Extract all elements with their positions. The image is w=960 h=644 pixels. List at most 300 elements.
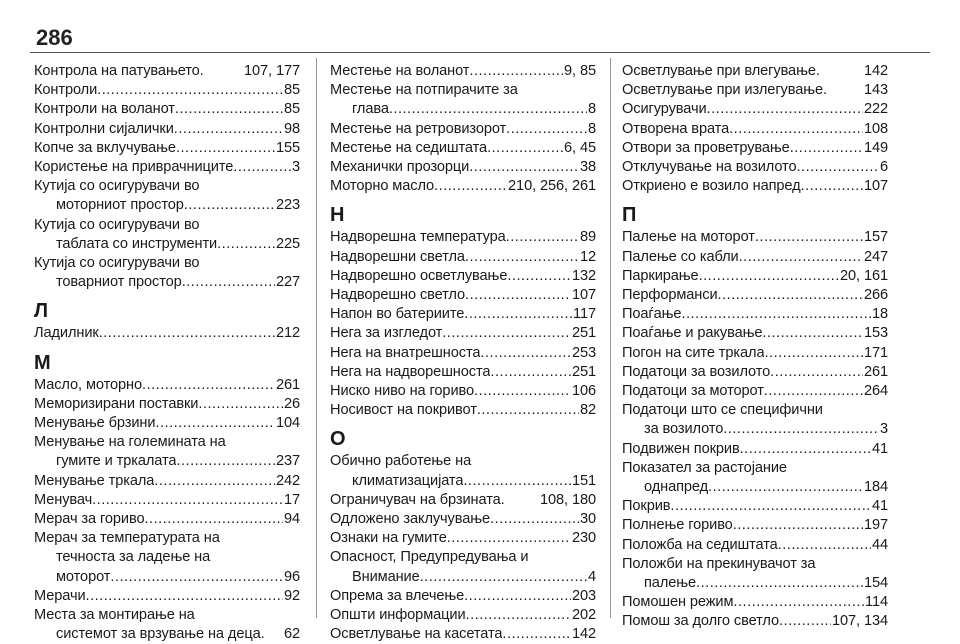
- leader-dots: [184, 196, 275, 215]
- index-entry: [622, 440, 888, 459]
- index-letter-heading: П: [622, 204, 637, 227]
- index-letter-heading: О: [330, 428, 346, 451]
- index-page-ref: 85: [283, 82, 300, 99]
- leader-dots: [502, 625, 571, 644]
- index-term: Носивост на покривот: [330, 402, 477, 419]
- index-term: Податоци за возилото: [622, 363, 771, 380]
- leader-dots: [681, 305, 871, 324]
- leader-dots: [707, 100, 863, 119]
- index-entry: [34, 81, 300, 100]
- index-entry: [622, 248, 888, 267]
- index-term: Местење на седиштата: [330, 139, 488, 156]
- index-column-1: [34, 62, 300, 644]
- index-entry: [330, 62, 596, 81]
- index-entry: [330, 177, 596, 196]
- index-page-ref: 106: [571, 383, 596, 400]
- index-page-ref: 266: [863, 287, 888, 304]
- index-entry: [622, 100, 888, 119]
- index-entry: [330, 452, 596, 471]
- index-letter-heading: Л: [34, 300, 49, 323]
- index-term: Нега за изгледот: [330, 325, 443, 342]
- header-rule: [30, 52, 930, 53]
- index-term: Положби на прекинувачот за: [622, 555, 816, 572]
- index-term: Копче за вклучување: [34, 139, 176, 156]
- index-entry: [622, 555, 888, 574]
- index-entry: [330, 267, 596, 286]
- index-entry: [330, 401, 596, 420]
- index-page-ref: 261: [863, 363, 888, 380]
- index-entry: [34, 433, 300, 452]
- index-term: Полнење гориво: [622, 517, 733, 534]
- index-entry: [330, 324, 596, 343]
- index-entry: [622, 420, 888, 439]
- index-entry: [330, 158, 596, 177]
- index-term: палење: [644, 575, 697, 592]
- index-term: Контроли на воланот: [34, 101, 175, 118]
- index-term: Надворешно осветлување: [330, 267, 508, 284]
- index-page-ref: 197: [863, 517, 888, 534]
- index-entry: [330, 606, 596, 625]
- leader-dots: [490, 363, 571, 382]
- index-page-ref: 94: [283, 511, 300, 528]
- index-entry: [622, 177, 888, 196]
- index-page-ref: 149: [863, 139, 888, 156]
- index-entry: [330, 529, 596, 548]
- leader-dots: [740, 440, 871, 459]
- index-term: климатизацијата: [352, 472, 464, 489]
- index-entry: [622, 612, 888, 631]
- index-page-ref: 44: [871, 536, 888, 553]
- index-entry: [622, 267, 888, 286]
- index-term: гумите и тркалата: [56, 453, 177, 470]
- index-term: Мерачи: [34, 587, 86, 604]
- index-page-ref: 251: [571, 325, 596, 342]
- index-term: Помошен режим: [622, 594, 734, 611]
- index-entry: [34, 568, 300, 587]
- index-entry: [34, 452, 300, 471]
- index-page-ref: 30: [579, 511, 596, 528]
- index-term: Поаѓање и ракување: [622, 325, 763, 342]
- index-term: Надворешно светло: [330, 287, 466, 304]
- index-term: Податоци што се специфични: [622, 402, 823, 419]
- leader-dots: [174, 120, 283, 139]
- index-entry: [34, 510, 300, 529]
- index-entry: [622, 158, 888, 177]
- index-entry: [34, 100, 300, 119]
- index-page-ref: 107, 134: [831, 613, 888, 630]
- index-letter-heading: М: [34, 351, 51, 374]
- index-entry: [330, 305, 596, 324]
- index-entry: [34, 587, 300, 606]
- index-entry: [622, 478, 888, 497]
- index-term: Осветлување на касетата: [330, 626, 503, 643]
- index-entry: [34, 414, 300, 433]
- leader-dots: [97, 81, 283, 100]
- index-term: Нега на внатрешноста: [330, 344, 481, 361]
- index-entry: [34, 177, 300, 196]
- index-page-ref: 107: [863, 178, 888, 195]
- index-page-ref: 142: [571, 626, 596, 643]
- index-page-ref: 251: [571, 363, 596, 380]
- leader-dots: .: [260, 626, 265, 643]
- index-page-ref: 89: [579, 229, 596, 246]
- index-term: Паркирање: [622, 267, 699, 284]
- index-page-ref: 96: [283, 568, 300, 585]
- index-entry: [622, 382, 888, 401]
- index-term: Положба на седиштата: [622, 536, 778, 553]
- index-page-ref: 154: [863, 575, 888, 592]
- index-page-ref: 85: [283, 101, 300, 118]
- index-page-ref: 12: [579, 248, 596, 265]
- index-term: Надворешни светла: [330, 248, 465, 265]
- index-entry: [330, 363, 596, 382]
- leader-dots: [463, 472, 571, 491]
- index-entry: [622, 497, 888, 516]
- index-page-ref: 8: [587, 101, 596, 118]
- leader-dots: [198, 395, 283, 414]
- index-page-ref: 107: [571, 287, 596, 304]
- index-entry: [34, 324, 300, 343]
- index-column-3: [622, 62, 888, 632]
- leader-dots: .: [815, 63, 820, 79]
- index-term: системот за врзување на деца: [56, 626, 261, 643]
- leader-dots: [699, 267, 839, 286]
- leader-dots: [464, 305, 572, 324]
- index-term: Кутија со осигурувачи во: [34, 178, 200, 195]
- leader-dots: .: [823, 82, 827, 99]
- index-entry: [622, 286, 888, 305]
- index-page-ref: 227: [275, 274, 300, 291]
- index-term: Местење на потпирачите за: [330, 82, 518, 99]
- index-page-ref: 202: [571, 607, 596, 624]
- leader-dots: [92, 491, 283, 510]
- index-entry: [34, 158, 300, 177]
- leader-dots: .: [500, 491, 505, 508]
- leader-dots: [469, 62, 563, 81]
- leader-dots: [507, 267, 571, 286]
- index-column-2: [330, 62, 596, 644]
- index-page-ref: 17: [283, 491, 300, 508]
- index-term: однапред: [644, 479, 709, 496]
- index-page-ref: 38: [579, 159, 596, 176]
- leader-dots: [764, 382, 863, 401]
- index-page-ref: 171: [863, 344, 888, 361]
- index-entry: [622, 536, 888, 555]
- index-page-ref: 225: [275, 235, 300, 252]
- leader-dots: [142, 376, 275, 395]
- leader-dots: [670, 497, 871, 516]
- index-page-ref: 223: [275, 197, 300, 214]
- index-entry: [622, 139, 888, 158]
- index-page-ref: 142: [863, 63, 888, 79]
- leader-dots: [217, 235, 275, 254]
- leader-dots: [801, 177, 863, 196]
- leader-dots: [465, 286, 571, 305]
- leader-dots: [490, 510, 579, 529]
- index-term: Осигурувачи: [622, 101, 707, 118]
- index-term: Обично работење на: [330, 453, 472, 470]
- index-entry: [34, 472, 300, 491]
- leader-dots: [762, 324, 863, 343]
- index-page-ref: 3: [879, 421, 888, 438]
- index-page-ref: 153: [863, 325, 888, 342]
- index-entry: [622, 344, 888, 363]
- leader-dots: [447, 529, 571, 548]
- leader-dots: [182, 273, 275, 292]
- index-entry: [330, 344, 596, 363]
- index-term: Помош за долго светло: [622, 613, 779, 630]
- index-entry: [34, 273, 300, 292]
- index-entry: [622, 574, 888, 593]
- index-entry: [330, 587, 596, 606]
- index-term: Места за монтирање на: [34, 607, 195, 624]
- leader-dots: [708, 478, 863, 497]
- index-entry: [622, 593, 888, 612]
- index-entry: [330, 100, 596, 119]
- index-term: Нега на надворешноста: [330, 363, 491, 380]
- index-page-ref: 82: [579, 402, 596, 419]
- index-term: Контроли: [34, 82, 98, 99]
- leader-dots: [175, 100, 283, 119]
- index-term: Мерач за гориво: [34, 511, 145, 528]
- index-page-ref: 247: [863, 248, 888, 265]
- leader-dots: [480, 344, 571, 363]
- index-page-ref: 253: [571, 344, 596, 361]
- index-term: Податоци за моторот: [622, 383, 764, 400]
- index-page-ref: 222: [863, 101, 888, 118]
- index-page-ref: 9, 85: [564, 63, 596, 79]
- leader-dots: [469, 158, 579, 177]
- index-entry: [330, 625, 596, 644]
- index-page-ref: 212: [275, 325, 300, 342]
- index-page-ref: 151: [571, 472, 596, 489]
- index-entry: [34, 529, 300, 548]
- leader-dots: [110, 568, 283, 587]
- index-page-ref: 20, 161: [840, 267, 888, 284]
- index-term: Контролни сијалички: [34, 120, 174, 137]
- index-term: Осветлување при излегување: [622, 82, 824, 99]
- index-page-ref: 108, 180: [539, 491, 596, 508]
- index-page-ref: 132: [571, 267, 596, 284]
- index-term: Моторно масло: [330, 178, 435, 195]
- index-page-ref: 6: [879, 159, 888, 176]
- leader-dots: [442, 324, 571, 343]
- leader-dots: [466, 606, 571, 625]
- index-page-ref: 230: [571, 530, 596, 547]
- index-term: моторот: [56, 568, 111, 585]
- index-entry: [330, 228, 596, 247]
- leader-dots: [176, 139, 275, 158]
- index-term: Внимание: [352, 568, 420, 585]
- index-entry: [330, 286, 596, 305]
- index-page-ref: 8: [587, 120, 596, 137]
- index-page-ref: 114: [865, 594, 888, 611]
- column-divider: [316, 58, 317, 618]
- index-entry: [330, 248, 596, 267]
- index-entry: [622, 305, 888, 324]
- index-entry: [330, 81, 596, 100]
- index-entry: [34, 395, 300, 414]
- index-entry: [34, 235, 300, 254]
- index-entry: [34, 139, 300, 158]
- leader-dots: [755, 228, 863, 247]
- leader-dots: [506, 120, 587, 139]
- index-page-ref: 92: [283, 587, 300, 604]
- index-term: Осветлување при влегување: [622, 63, 816, 79]
- index-term: Покрив: [622, 498, 671, 515]
- index-page-ref: 117: [573, 306, 596, 323]
- index-page-ref: 3: [291, 159, 300, 176]
- leader-dots: [779, 612, 831, 631]
- index-term: Палење на моторот: [622, 229, 755, 246]
- leader-dots: [487, 139, 563, 158]
- index-entry: [34, 254, 300, 273]
- index-entry: [622, 516, 888, 535]
- index-entry: [330, 568, 596, 587]
- index-term: товарниот простор: [56, 274, 182, 291]
- leader-dots: [86, 587, 283, 606]
- column-divider: [610, 58, 611, 618]
- index-page-ref: 62: [283, 626, 300, 643]
- index-term: Опасност, Предупредувања и: [330, 549, 529, 566]
- index-term: Масло, моторно: [34, 376, 142, 393]
- index-term: Меморизирани поставки: [34, 395, 199, 412]
- index-term: таблата со инструменти: [56, 235, 218, 252]
- index-term: Менување тркала: [34, 472, 155, 489]
- index-term: Контрола на патувањето: [34, 63, 200, 79]
- index-term: Одложено заклучување: [330, 511, 491, 528]
- index-entry: [330, 382, 596, 401]
- leader-dots: [477, 401, 579, 420]
- index-page-ref: 157: [863, 229, 888, 246]
- index-letter-heading: Н: [330, 204, 345, 227]
- leader-dots: [506, 228, 579, 247]
- index-entry: [622, 228, 888, 247]
- index-term: Погон на сите тркала: [622, 344, 765, 361]
- index-term: Кутија со осигурувачи во: [34, 255, 200, 272]
- index-entry: [34, 196, 300, 215]
- leader-dots: [729, 120, 863, 139]
- leader-dots: [420, 568, 587, 587]
- index-term: Перформанси: [622, 287, 718, 304]
- leader-dots: [764, 344, 862, 363]
- leader-dots: [790, 139, 863, 158]
- index-entry: [622, 62, 888, 81]
- index-page-ref: 108: [863, 120, 888, 137]
- index-entry: [622, 401, 888, 420]
- index-page-ref: 203: [571, 587, 596, 604]
- index-term: Општи информации: [330, 607, 466, 624]
- index-term: Ознаки на гумите: [330, 530, 447, 547]
- index-term: Поаѓање: [622, 306, 682, 323]
- index-entry: [622, 363, 888, 382]
- index-page-ref: 242: [275, 472, 300, 489]
- index-term: Менување брзини: [34, 415, 156, 432]
- index-entry: [330, 491, 596, 510]
- index-term: глава: [352, 101, 389, 118]
- index-entry: [622, 459, 888, 478]
- index-term: Отвори за проветрување: [622, 139, 790, 156]
- index-entry: [34, 216, 300, 235]
- leader-dots: [434, 177, 507, 196]
- index-term: моторниот простор: [56, 197, 184, 214]
- leader-dots: [733, 516, 863, 535]
- leader-dots: .: [199, 63, 204, 79]
- leader-dots: [389, 100, 587, 119]
- index-page-ref: 4: [587, 568, 596, 585]
- index-page-ref: 104: [275, 415, 300, 432]
- index-entry: [622, 81, 888, 100]
- index-term: Напон во батериите: [330, 306, 465, 323]
- index-entry: [34, 548, 300, 567]
- index-entry: [34, 491, 300, 510]
- leader-dots: [733, 593, 864, 612]
- index-page-ref: 261: [275, 376, 300, 393]
- index-term: Надворешна температура: [330, 229, 506, 246]
- leader-dots: [464, 587, 571, 606]
- leader-dots: [739, 248, 863, 267]
- index-term: Кутија со осигурувачи во: [34, 216, 200, 233]
- index-term: Местење на ретровизорот: [330, 120, 507, 137]
- index-term: за возилото: [644, 421, 724, 438]
- leader-dots: [144, 510, 282, 529]
- index-page-ref: 237: [275, 453, 300, 470]
- page-number: 286: [36, 25, 73, 50]
- index-term: Менувач: [34, 491, 93, 508]
- index-term: Отворена врата: [622, 120, 730, 137]
- index-entry: [34, 120, 300, 139]
- leader-dots: [176, 452, 275, 471]
- index-page-ref: 41: [871, 440, 888, 457]
- index-term: Ниско ниво на гориво: [330, 383, 475, 400]
- index-entry: [34, 625, 300, 644]
- leader-dots: [465, 248, 579, 267]
- index-page-ref: 264: [863, 383, 888, 400]
- index-page-ref: 41: [871, 498, 888, 515]
- index-term: Ладилник: [34, 325, 99, 342]
- leader-dots: [796, 158, 879, 177]
- index-page-ref: 26: [283, 395, 300, 412]
- index-entry: [34, 376, 300, 395]
- index-page-ref: 18: [871, 306, 888, 323]
- index-entry: [330, 510, 596, 529]
- index-term: Механички прозорци: [330, 159, 470, 176]
- leader-dots: [233, 158, 291, 177]
- index-term: Отклучување на возилото: [622, 159, 797, 176]
- index-entry: [34, 606, 300, 625]
- index-entry: [330, 472, 596, 491]
- index-page-ref: 143: [863, 82, 888, 99]
- index-page-ref: 155: [275, 139, 300, 156]
- index-term: Подвижен покрив: [622, 440, 740, 457]
- index-page-ref: 210, 256, 261: [508, 178, 596, 195]
- leader-dots: [474, 382, 571, 401]
- index-term: Показател за растојание: [622, 459, 787, 476]
- index-term: Опрема за влечење: [330, 587, 465, 604]
- leader-dots: [770, 363, 863, 382]
- leader-dots: [154, 472, 275, 491]
- index-term: Ограничувач на брзината: [330, 491, 501, 508]
- index-term: Мерач за температурата на: [34, 530, 220, 547]
- index-entry: [330, 139, 596, 158]
- index-term: Откриено е возило напред: [622, 178, 801, 195]
- leader-dots: [155, 414, 275, 433]
- index-entry: [622, 324, 888, 343]
- leader-dots: [718, 286, 863, 305]
- index-entry: [330, 120, 596, 139]
- index-entry: [34, 62, 300, 81]
- index-page-ref: 98: [283, 120, 300, 137]
